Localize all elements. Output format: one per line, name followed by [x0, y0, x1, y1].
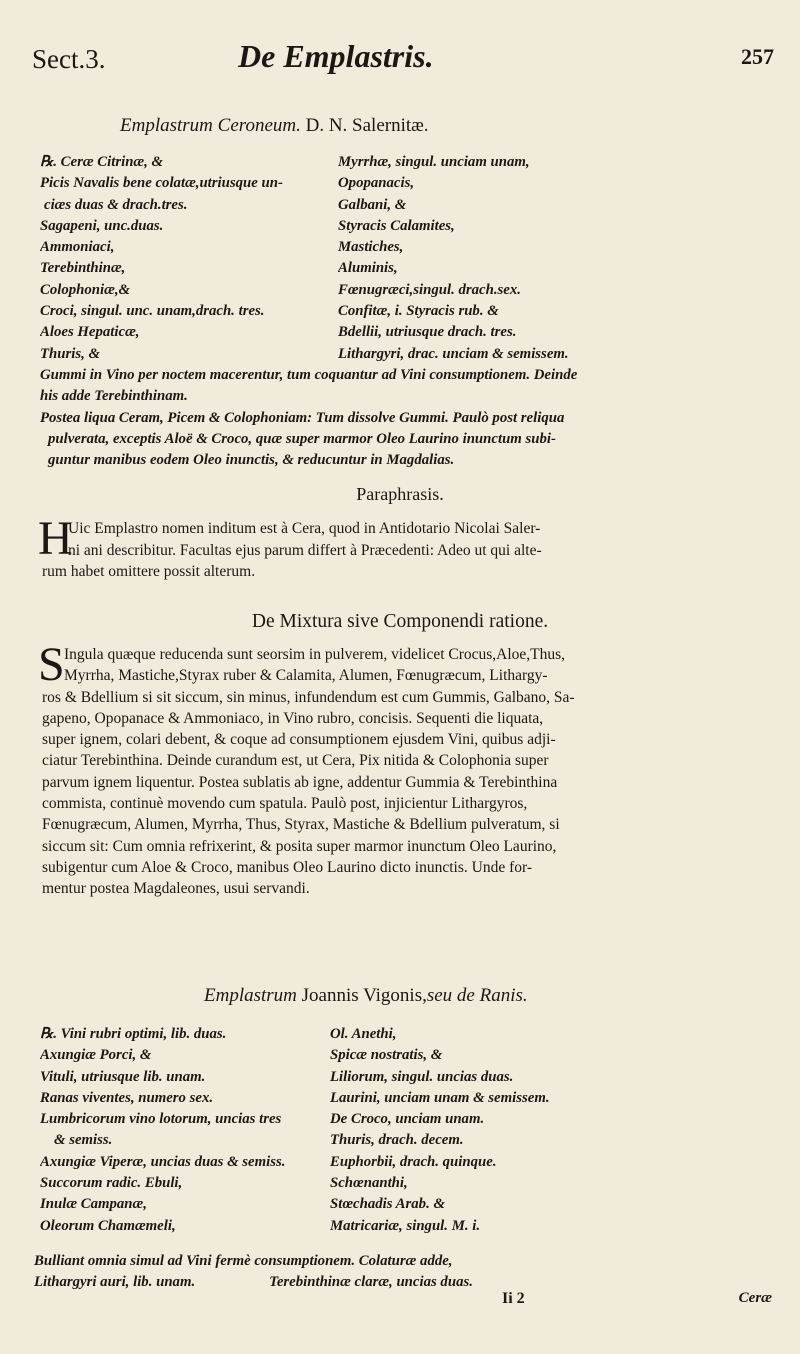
ingredient-line: Ammoniaci, — [40, 239, 115, 256]
ingredient-line: ciæs duas & drach.tres. — [44, 196, 188, 213]
ingredient-line: Colophoniæ,& — [40, 281, 131, 298]
method-line: pulverata, exceptis Aloë & Croco, quæ super marmor Oleo Laurino inunctum subi- — [48, 430, 556, 447]
ingredients-right-column — [330, 1024, 775, 1237]
method-text-ceroneum — [40, 365, 775, 471]
ingredient-line: Lithargyri, drac. unciam & semissem. — [338, 345, 569, 362]
recipe-title-italic: Emplastrum — [204, 985, 297, 1006]
ingredient-line: Thuris, & — [40, 345, 101, 362]
ingredient-line: Galbani, & — [338, 196, 407, 213]
ingredient-line: Aloes Hepaticæ, — [40, 324, 140, 341]
ingredient-line: Myrrhæ, singul. unciam unam, — [338, 154, 530, 170]
ingredient-line: ℞. Vini rubri optimi, lib. duas. — [40, 1026, 227, 1042]
recipe-title-vigonis — [204, 985, 528, 1007]
paraphrasis-text — [42, 518, 780, 583]
recipe-title-subtitle: seu de Ranis. — [426, 985, 528, 1006]
paraphrasis-heading: Paraphrasis. — [356, 484, 444, 504]
ingredient-line: Lumbricorum vino lotorum, uncias tres — [40, 1111, 282, 1128]
ingredient-line: Fœnugræci,singul. drach.sex. — [338, 281, 521, 298]
ingredient-line: ℞. Ceræ Citrinæ, & — [40, 154, 164, 170]
mixtura-heading: De Mixtura sive Componendi ratione. — [251, 611, 549, 632]
method-text-vigonis — [34, 1251, 780, 1294]
mixtura-line: mentur postea Magdaleones, usui servandi. — [42, 880, 310, 898]
mixtura-line: subigentur cum Aloe & Croco, manibus Oleo Laurino dicto inunctis. Unde for- — [42, 858, 532, 876]
mixtura-line: Fœnugræcum, Alumen, Myrrha, Thus, Styrax, Mastiche & Bdellium pulveratum, si — [42, 816, 560, 834]
ingredients-left-column — [40, 152, 338, 365]
ingredient-line: Aluminis, — [338, 260, 398, 277]
page-number: 257 — [741, 44, 774, 69]
mixtura-line: siccum sit: Cum omnia refrixerint, & posita super marmor inunctum Oleo Laurino, — [42, 837, 557, 855]
ingredient-list-ceroneum — [40, 152, 775, 471]
section-number: Sect.3. — [32, 44, 106, 74]
ingredients-right-column — [338, 152, 775, 365]
ingredient-line: Sagapeni, unc.duas. — [40, 217, 164, 234]
ingredient-line: Thuris, drach. decem. — [330, 1132, 464, 1149]
ingredient-line: Inulæ Campanæ, — [40, 1196, 147, 1213]
ingredient-line: Styracis Calamites, — [338, 217, 455, 234]
method-line: Gummi in Vino per noctem macerentur, tum coquantur ad Vini consumptionem. Deinde — [40, 366, 578, 383]
ingredient-line: Succorum radic. Ebuli, — [40, 1175, 183, 1192]
page-header-title: De Emplastris. — [238, 38, 434, 74]
mixtura-text — [42, 644, 780, 900]
ingredient-line: Stœchadis Arab. & — [330, 1196, 445, 1213]
method-line: Bulliant omnia simul ad Vini fermè consumptionem. Colaturæ adde, — [34, 1253, 453, 1269]
ingredient-line: Ol. Anethi, — [330, 1026, 397, 1042]
ingredient-line: Bdellii, utriusque drach. tres. — [338, 324, 517, 341]
mixtura-line: commista, continuè movendo cum spatula. Paulò post, injicientur Lithargyros, — [42, 795, 528, 813]
ingredient-line: Axungiæ Viperæ, uncias duas & semiss. — [40, 1153, 286, 1170]
catchword: Ceræ — [738, 1290, 772, 1306]
mixtura-dropcap: S — [38, 638, 65, 691]
mixtura-line: gapeno, Opopanace & Ammoniaco, in Vino rubro, concisis. Sequenti die liquata, — [42, 709, 544, 727]
method-line: his adde Terebinthinam. — [40, 388, 188, 405]
method-line: guntur manibus eodem Oleo inunctis, & reducuntur in Magdalias. — [48, 452, 455, 469]
method-line: Postea liqua Ceram, Picem & Colophoniam: Tum dissolve Gummi. Paulò post reliqua — [40, 409, 565, 426]
method-line: Lithargyri auri, lib. unam. Terebinthinæ claræ, uncias duas. — [34, 1274, 473, 1291]
recipe-title-author: Joannis Vigonis, — [301, 985, 427, 1006]
mixtura-line: parvum ignem liquentur. Postea sublatis ab igne, addentur Gummia & Terebinthina — [42, 773, 558, 791]
recipe-title-italic: Emplastrum Ceroneum. — [120, 115, 301, 136]
ingredient-line: De Croco, unciam unam. — [330, 1111, 485, 1128]
paraphrasis-line: ni ani describitur. Facultas ejus parum differt à Præcedenti: Adeo ut qui alte- — [68, 541, 542, 559]
ingredient-line: Spicæ nostratis, & — [330, 1047, 443, 1064]
ingredient-line: Matricariæ, singul. M. i. — [330, 1217, 481, 1234]
mixtura-line: ros & Bdellium si sit siccum, sin minus, infundendum est cum Gummis, Galbano, Sa- — [42, 688, 575, 706]
ingredient-line: Laurini, unciam unam & semissem. — [330, 1089, 550, 1106]
recipe-title-author: D. N. Salernitæ. — [305, 115, 429, 136]
ingredient-line: Axungiæ Porci, & — [40, 1047, 152, 1064]
paraphrasis-dropcap: H — [38, 512, 73, 565]
mixtura-line: Myrrha, Mastiche,Styrax ruber & Calamita, Alumen, Fœnugræcum, Lithargy- — [64, 667, 548, 685]
ingredient-line: Oleorum Chamæmeli, — [40, 1217, 176, 1234]
mixtura-line: ciatur Terebinthina. Deinde curandum est, ut Cera, Pix nitida & Colophonia super — [42, 752, 549, 770]
ingredient-line: & semiss. — [54, 1132, 113, 1149]
ingredient-line: Croci, singul. unc. unam,drach. tres. — [40, 303, 265, 320]
mixtura-line: Ingula quæque reducenda sunt seorsim in pulverem, videlicet Crocus,Aloe,Thus, — [64, 646, 566, 663]
ingredient-line: Ranas viventes, numero sex. — [40, 1089, 214, 1106]
ingredient-line: Schœnanthi, — [330, 1175, 408, 1192]
ingredient-line: Picis Navalis bene colatæ,utriusque un- — [40, 175, 283, 192]
ingredient-list-vigonis — [40, 1024, 775, 1237]
ingredient-line: Terebinthinæ, — [40, 260, 126, 277]
paraphrasis-line: rum habet omittere possit alterum. — [42, 563, 256, 581]
ingredient-line: Vituli, utriusque lib. unam. — [40, 1068, 206, 1085]
signature-mark: Ii 2 — [502, 1290, 525, 1307]
ingredient-line: Confitæ, i. Styracis rub. & — [338, 303, 499, 320]
paraphrasis-line: Uic Emplastro nomen inditum est à Cera, quod in Antidotario Nicolai Saler- — [68, 520, 541, 537]
ingredient-line: Liliorum, singul. uncias duas. — [330, 1068, 514, 1085]
recipe-title-ceroneum — [120, 115, 429, 137]
ingredient-line: Euphorbii, drach. quinque. — [330, 1153, 497, 1170]
running-head — [32, 38, 774, 78]
mixtura-line: super ignem, colari debent, & coque ad consumptionem ejusdem Vini, quibus adji- — [42, 731, 556, 749]
ingredient-line: Mastiches, — [338, 239, 404, 256]
ingredient-line: Opopanacis, — [338, 175, 415, 192]
ingredients-left-column — [40, 1024, 330, 1237]
